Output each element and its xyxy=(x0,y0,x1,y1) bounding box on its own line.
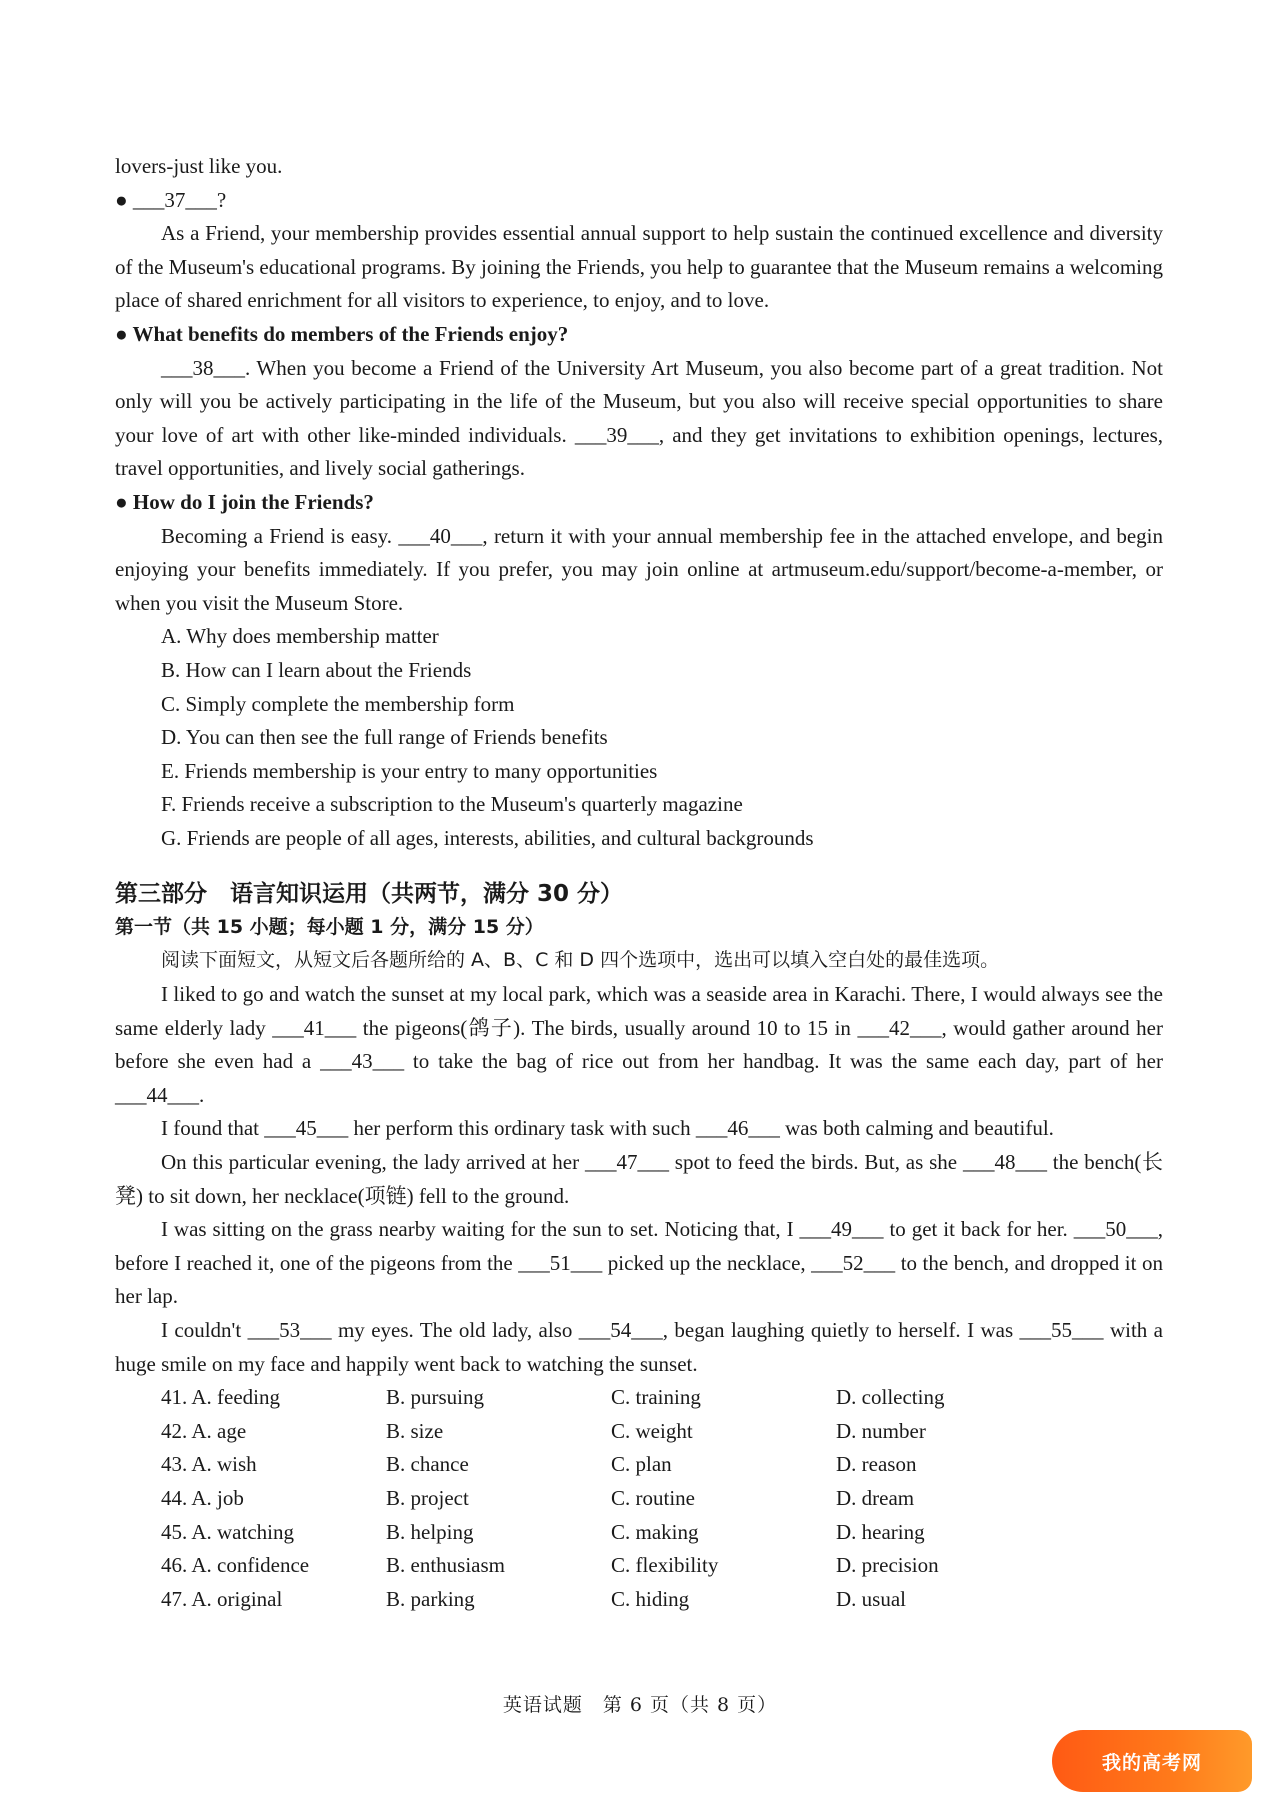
choice-c: C. weight xyxy=(611,1418,693,1443)
paragraph-37: As a Friend, your membership provides essential annual support to help sustain the continued excellence and diversity of the Museum's educational programs. By joining the Friends, you help to guarantee that the Museum remains a welcoming place of shared enrichment for all visitors to experience, to enjoy, and to love. xyxy=(115,221,1163,313)
option-d: D. You can then see the full range of Friends benefits xyxy=(161,725,608,750)
question-benefits-heading: ● What benefits do members of the Friends enjoy? xyxy=(115,321,569,346)
choice-c: C. flexibility xyxy=(611,1553,719,1578)
choice-b: B. helping xyxy=(386,1519,474,1544)
option-a: A. Why does membership matter xyxy=(161,624,439,649)
choice-c: C. plan xyxy=(611,1452,672,1477)
choice-b: B. enthusiasm xyxy=(386,1553,505,1578)
choice-row xyxy=(115,1482,1163,1516)
choice-c: C. training xyxy=(611,1385,701,1410)
option-c: C. Simply complete the membership form xyxy=(161,691,515,716)
choice-d: D. collecting xyxy=(836,1385,945,1410)
choice-a: 42. A. age xyxy=(161,1418,247,1443)
choice-a: 46. A. confidence xyxy=(161,1553,310,1578)
option-g: G. Friends are people of all ages, interests, abilities, and cultural backgrounds xyxy=(161,825,814,850)
choice-b: B. size xyxy=(386,1418,444,1443)
choice-b: B. pursuing xyxy=(386,1385,485,1410)
choice-a: 44. A. job xyxy=(161,1485,244,1510)
page-footer: 英语试题 第 6 页（共 8 页） xyxy=(502,1694,778,1716)
choice-a: 43. A. wish xyxy=(161,1452,257,1477)
choice-b: B. chance xyxy=(386,1452,469,1477)
cloze-paragraph-3: On this particular evening, the lady arrived at her ___47___ spot to feed the birds. But, as she ___48___ the bench(长凳) to sit down, her necklace(项链) fell to the ground. xyxy=(115,1150,1163,1208)
choice-row xyxy=(115,1448,1163,1482)
choice-row xyxy=(115,1415,1163,1449)
paragraph-38: ___38___. When you become a Friend of the University Art Museum, you also become part of a great tradition. Not only will you be actively participating in the life of the Museum, but you also will receive special opportunities to share your love of art with other like-minded individuals. ___39___, and they get invitations to exhibition openings, lectures, travel opportunities, and lively social gatherings. xyxy=(115,355,1163,481)
choice-row xyxy=(115,1549,1163,1583)
instruction: 阅读下面短文，从短文后各题所给的 A、B、C 和 D 四个选项中，选出可以填入空白处的最佳选项。 xyxy=(161,949,1000,972)
option-b: B. How can I learn about the Friends xyxy=(161,657,472,682)
choice-d: D. number xyxy=(836,1418,926,1443)
paragraph-40: Becoming a Friend is easy. ___40___, return it with your annual membership fee in the attached envelope, and begin enjoying your benefits immediately. If you prefer, you may join online at artmuseum.edu/support/become-a-member, or when you visit the Museum Store. xyxy=(115,523,1163,615)
choice-c: C. making xyxy=(611,1519,699,1544)
exam-page xyxy=(115,150,1163,1616)
text-line: lovers-just like you. xyxy=(115,154,283,178)
choice-row xyxy=(115,1516,1163,1550)
options-list xyxy=(115,620,1163,855)
choice-d: D. hearing xyxy=(836,1519,925,1544)
section1-title: 第一节（共 15 小题；每小题 1 分，满分 15 分） xyxy=(115,916,544,939)
choice-d: D. reason xyxy=(836,1452,917,1477)
choice-b: B. parking xyxy=(386,1586,475,1611)
cloze-paragraph-5: I couldn't ___53___ my eyes. The old lady, also ___54___, began laughing quietly to herself. I was ___55___ with a huge smile on my face and happily went back to watching the sunset. xyxy=(115,1318,1163,1376)
choice-d: D. precision xyxy=(836,1553,939,1578)
choice-table xyxy=(115,1381,1163,1616)
choice-c: C. hiding xyxy=(611,1586,690,1611)
watermark-logo xyxy=(1052,1730,1252,1792)
choice-row xyxy=(115,1381,1163,1415)
choice-c: C. routine xyxy=(611,1485,695,1510)
choice-d: D. usual xyxy=(836,1586,906,1611)
cloze-paragraph-2: I found that ___45___ her perform this ordinary task with such ___46___ was both calming and beautiful. xyxy=(161,1116,1054,1141)
question-37-heading: ● ___37___? xyxy=(115,187,227,212)
choice-a: 41. A. feeding xyxy=(161,1385,280,1410)
option-e: E. Friends membership is your entry to many opportunities xyxy=(161,758,658,783)
cloze-paragraph-4: I was sitting on the grass nearby waiting for the sun to set. Noticing that, I ___49___ to get it back for her. ___50___, before I reached it, one of the pigeons from the ___51___ picked up the necklace, ___52___ to the bench, and dropped it on her lap. xyxy=(115,1217,1163,1309)
choice-row xyxy=(115,1583,1163,1617)
choice-d: D. dream xyxy=(836,1485,915,1510)
question-join-heading: ● How do I join the Friends? xyxy=(115,489,374,514)
cloze-paragraph-1: I liked to go and watch the sunset at my local park, which was a seaside area in Karachi. There, I would always see the same elderly lady ___41___ the pigeons(鸽子). The birds, usually around 10 to 15 in ___42___, would gather around her before she even had a ___43___ to take the bag of rice out from her handbag. It was the same each day, part of her ___44___. xyxy=(115,982,1163,1107)
option-f: F. Friends receive a subscription to the Museum's quarterly magazine xyxy=(161,792,743,817)
choice-a: 47. A. original xyxy=(161,1586,283,1611)
watermark-text: 我的高考网 xyxy=(1101,1751,1202,1774)
part3-title: 第三部分 语言知识运用（共两节，满分 30 分） xyxy=(115,881,624,908)
choice-b: B. project xyxy=(386,1485,469,1510)
choice-a: 45. A. watching xyxy=(161,1519,294,1544)
